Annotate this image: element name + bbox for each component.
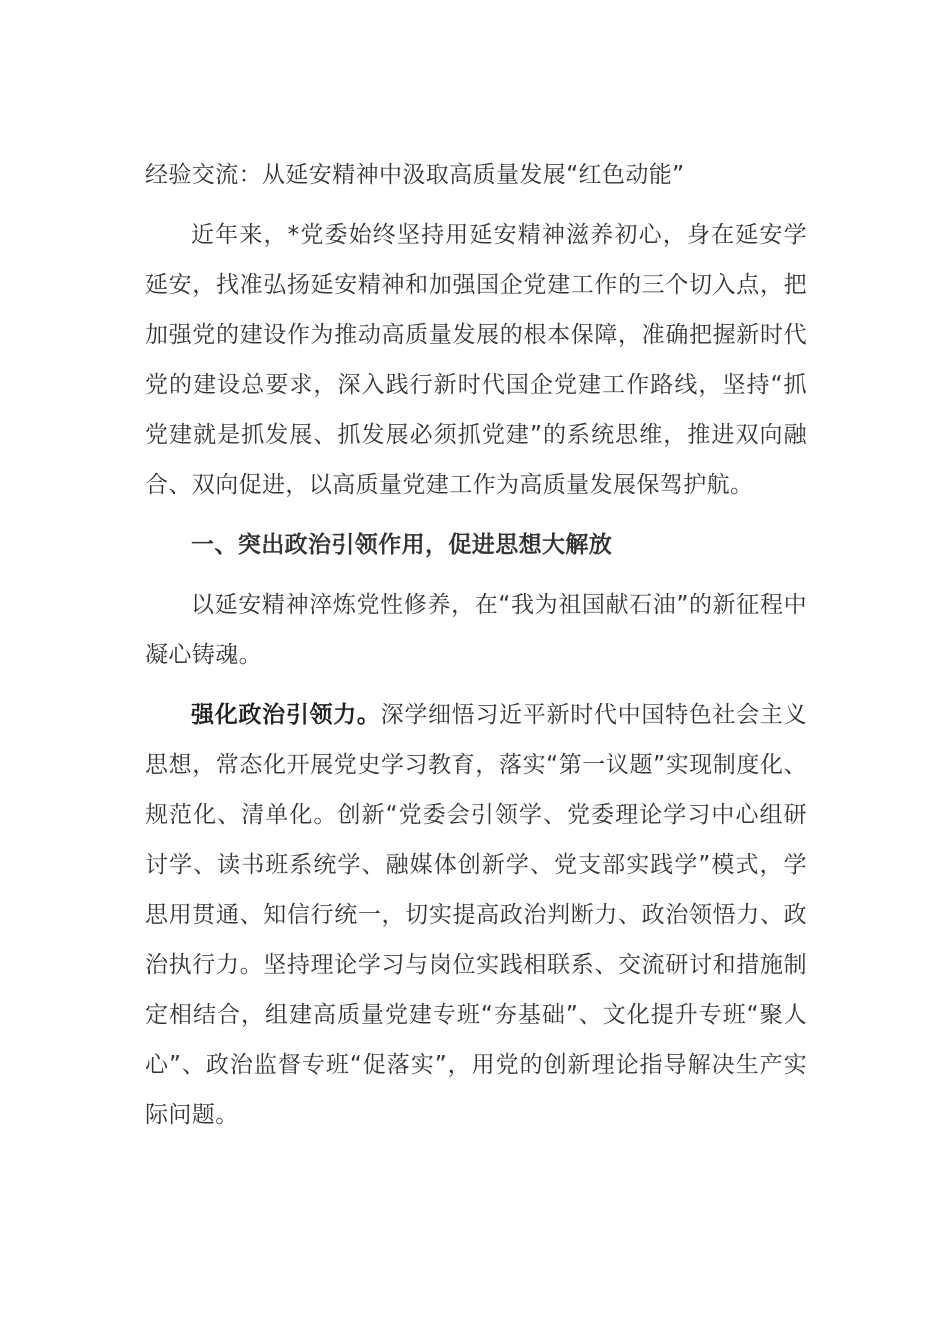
item-body: 深学细悟习近平新时代中国特色社会主义思想，常态化开展党史学习教育，落实“第一议题”实现制度化、规范化、清单化。创新“党委会引领学、党委理论学习中心组研讨学、读书班系统学、融媒体创新学、党支部实践学”模式，学思用贯通、知信行统一，切实提高政治判断力、政治领悟力、政治执行力。坚持理论学习与岗位实践相联系、交流研讨和措施制定相结合，组建高质量党建专班“夯基础”、文化提升专班“聚人心”、政治监督专班“促落实”，用党的创新理论指导解决生产实际问题。	[145, 702, 808, 1128]
document-title: 经验交流：从延安精神中汲取高质量发展“红色动能”	[145, 162, 685, 188]
intro-paragraph: 近年来，*党委始终坚持用延安精神滋养初心，身在延安学延安，找准弘扬延安精神和加强国企党建工作的三个切入点，把加强党的建设作为推动高质量发展的根本保障，准确把握新时代党的建设总要求，深入践行新时代国企党建工作路线，坚持“抓党建就是抓发展、抓发展必须抓党建”的系统思维，推进双向融合、双向促进，以高质量党建工作为高质量发展保驾护航。	[145, 222, 807, 498]
section-heading: 一、突出政治引领作用，促进思想大解放	[191, 532, 613, 558]
section-summary-paragraph: 以延安精神淬炼党性修养，在“我为祖国献石油”的新征程中凝心铸魂。	[145, 592, 807, 668]
item-lead: 强化政治引领力。	[191, 702, 381, 728]
item-paragraph	[145, 690, 807, 1140]
document-body	[145, 150, 807, 1150]
